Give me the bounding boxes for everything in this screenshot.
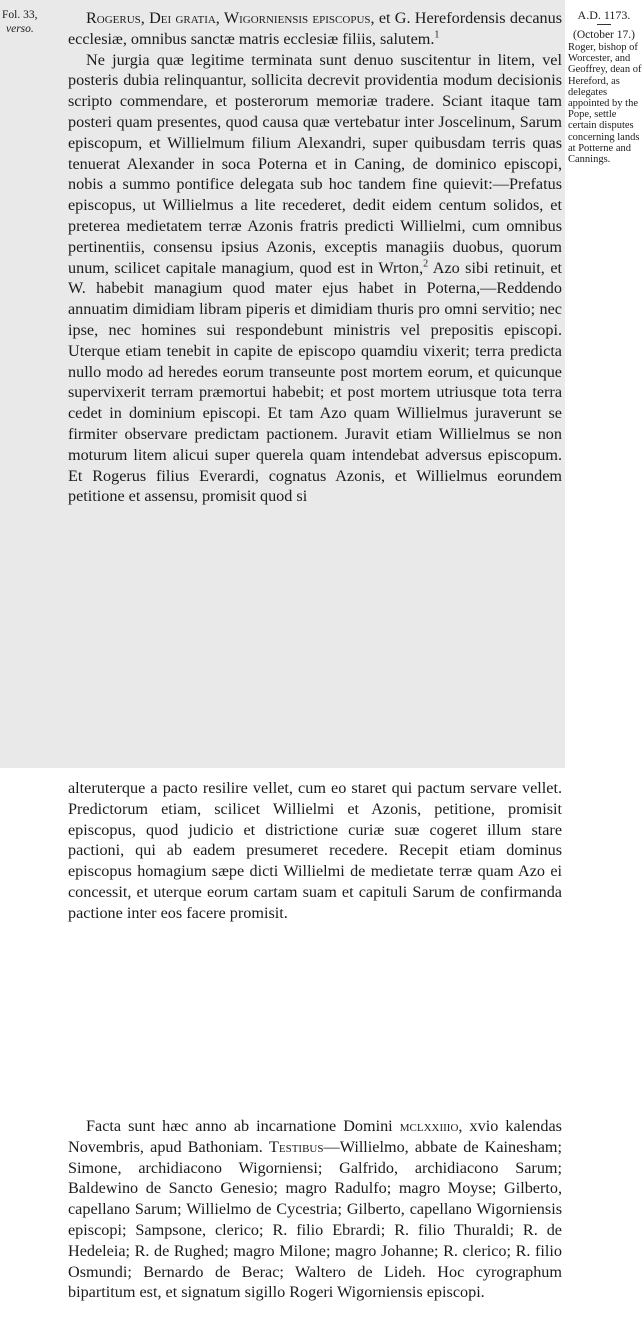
- paragraph-2: [68, 1116, 562, 1303]
- charter-text-lower: [68, 778, 562, 924]
- paragraph-2-part-b: , xvio kalendas Novembris, apud Bathoniam.: [68, 1117, 562, 1156]
- folio-side: verso.: [6, 23, 34, 35]
- regnal-year: mclxxiiio: [399, 1117, 459, 1135]
- margin-date: A.D. 1173.: [577, 8, 631, 22]
- charter-text-upper: [68, 8, 562, 507]
- paragraph-1-part-b: Azo sibi retinuit, et W. habebit managium quod mater ejus habet in Poterna,—Reddendo annuatim dimidiam libram piperis et dimidiam thuris pro omni servitio; nec ipse, nec homines sui respondebunt ministris vel prepositis episcopi. Uterque etiam tenebit in capite de episcopo quamdiu vixerit; terra predicta nullo modo ad heredes eorum transeunte post mortem eorum, et quicunque supervixerit terram præmortui habebit; et post mortem utriusque tota terra cedet in dominium episcopi. Et tam Azo quam Willielmus juraverunt se firmiter observare predictam pactionem. Juravit etiam Willielmus se non moturum litem alicui super querela quam intendebat adversus episcopum. Et Rogerus filius Everardi, cognatus Azonis, et Willielmus eorundem petitione et assensu, promisit quod si: [68, 258, 562, 506]
- charter-text-dating: [68, 1116, 562, 1303]
- paragraph-2-part-a: Facta sunt hæc anno ab incarnatione Domini: [86, 1117, 400, 1135]
- paragraph-1-continued: alteruterque a pacto resilire vellet, cum eo staret qui pactum servare vellet. Predictorum etiam, scilicet Willielmi et Azonis, petitione, promisit episcopus, quod judicio et districtione curiæ suæ cogeret illum stare pactioni, qui ab eadem presumeret recedere. Recepit etiam dominus episcopus homagium sæpe dicti Willielmi de medietate terræ quam Azo ei concessit, et uterque eorum cartam suam et capituli Sarum de confirmanda pactione inter eos facere promisit.: [68, 779, 562, 922]
- salutation-rest: et G. Herefordensis decanus ecclesiæ, omnibus sanctæ matris ecclesiæ filiis, salutem.: [68, 9, 562, 48]
- folio-reference: [2, 8, 56, 36]
- paragraph-1: [68, 50, 562, 508]
- footnote-marker-1: 1: [434, 29, 440, 41]
- margin-summary: Roger, bishop of Worcester, and Geoffrey, dean of Hereford, as delegates appointed by the Pope, settle certain disputes concerning lands at Potterne and Cannings.: [568, 42, 642, 166]
- witness-list: —Willielmo, abbate de Kainesham; Simone, archidiacono Wigorniensi; Galfrido, archidiacono Sarum; Baldewino de Sancto Genesio; magro Radulfo; magro Moyse; Gilberto, capellano Sarum; Willielmo de Cycestria; Gilberto, capellano Wigorniensis episcopi; Sampsone, clerico; R. filio Ebrardi; R. filio Thuraldi; R. de Hedeleia; R. de Rughed; magro Milone; magro Johanne; R. clerico; R. filio Osmundi; Bernardo de Berac; Waltero de Lideh. Hoc cyrographum bipartitum est, et signatum sigillo Rogeri Wigorniensis episcopi.: [68, 1137, 563, 1302]
- paragraph-1-part-a: Ne jurgia quæ legitime terminata sunt denuo suscitentur in litem, vel posteris dubia relinquantur, sollicita decrevit providentia modum decisionis scripto commendare, et posterorum memoriæ tradere. Sciant itaque tam posteri quam presentes, quod causa quæ vertebatur inter Joscelinum, Sarum episcopum, et Willielmum filium Alexandri, super quibusdam terris quas tenuerat Alexander in soca Poterna et in Caning, de dominico episcopi, nobis a summo pontifice delegata sub hoc tandem fine quievit:—Prefatus episcopus, ut Willielmus a lite recederet, dedit eidem centum solidos, et preterea medietatem terræ Azonis fratris predicti Willielmi, cum omnibus pertinentiis, consensu ipsius Azonis, exceptis managiis duobus, quorum unum, scilicet capitale managium, quod est in Wrton,: [68, 50, 562, 277]
- footnote-marker-2: 2: [423, 258, 429, 270]
- folio-label: Fol. 33,: [2, 9, 38, 21]
- testibus-label: Testibus: [268, 1137, 324, 1156]
- margin-note: [566, 8, 642, 165]
- salutation: [68, 8, 562, 50]
- margin-date-paren: (October 17.): [573, 29, 635, 41]
- salutation-caps: Rogerus, Dei gratia, Wigorniensis episcopus,: [86, 9, 375, 27]
